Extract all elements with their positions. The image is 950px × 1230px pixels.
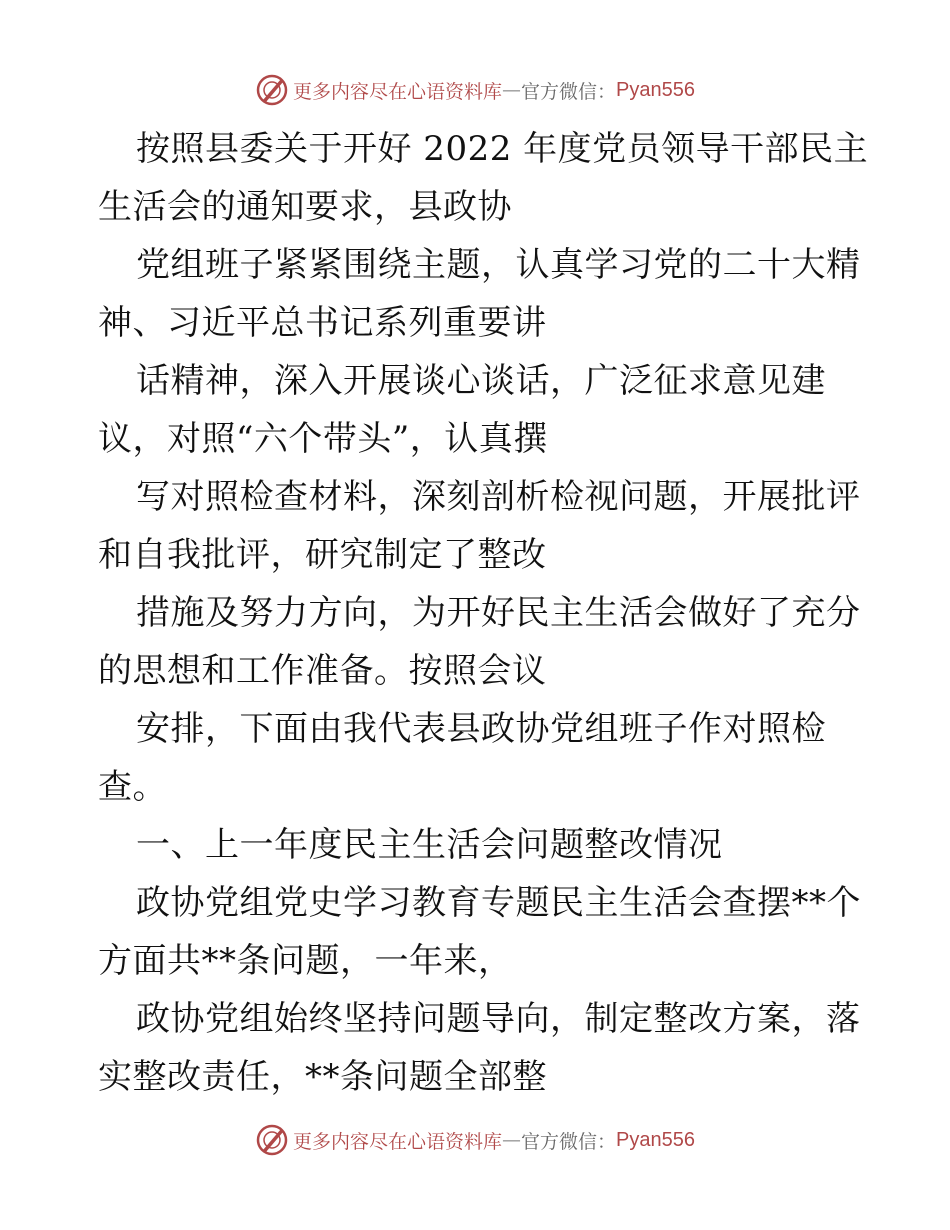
watermark-dash: — (502, 1129, 522, 1151)
body-line: 按照县委关于开好 2022 年度党员领导干部民主 (136, 129, 869, 169)
watermark-site-text: 更多内容尽在心语资料库 (293, 80, 503, 103)
body-line: 神、习近平总书记系列重要讲 (98, 303, 547, 343)
body-line: 话精神，深入开展谈心谈话，广泛征求意见建 (136, 361, 826, 401)
watermark-footer (0, 1120, 950, 1160)
body-line: 的思想和工作准备。按照会议 (98, 651, 547, 691)
quill-seal-icon (255, 1123, 289, 1157)
body-line: 政协党组始终坚持问题导向，制定整改方案，落 (136, 999, 861, 1039)
body-line: 党组班子紧紧围绕主题，认真学习党的二十大精 (136, 245, 861, 285)
body-line: 议，对照“六个带头”，认真撰 (98, 419, 548, 459)
body-line: 生活会的通知要求，县政协 (98, 187, 512, 227)
watermark-official-label: 官方微信： (521, 80, 617, 103)
section-heading: 一、上一年度民主生活会问题整改情况 (136, 825, 723, 865)
body-line: 查。 (98, 767, 167, 807)
watermark-dash: — (502, 79, 522, 101)
document-body (98, 120, 869, 1106)
watermark-handle: Pyan556 (616, 1128, 695, 1151)
watermark-site-text: 更多内容尽在心语资料库 (293, 1130, 503, 1153)
body-line: 措施及努力方向，为开好民主生活会做好了充分 (136, 593, 861, 633)
body-line: 实整改责任，**条问题全部整 (98, 1057, 547, 1097)
body-line: 政协党组党史学习教育专题民主生活会查摆**个 (136, 883, 861, 923)
body-line: 方面共**条问题，一年来， (98, 941, 513, 981)
watermark-handle: Pyan556 (616, 78, 695, 101)
watermark-header (0, 70, 950, 110)
body-line: 安排，下面由我代表县政协党组班子作对照检 (136, 709, 826, 749)
body-line: 和自我批评，研究制定了整改 (98, 535, 547, 575)
watermark-official-label: 官方微信： (521, 1130, 617, 1153)
body-line: 写对照检查材料，深刻剖析检视问题，开展批评 (136, 477, 861, 517)
quill-seal-icon (255, 73, 289, 107)
